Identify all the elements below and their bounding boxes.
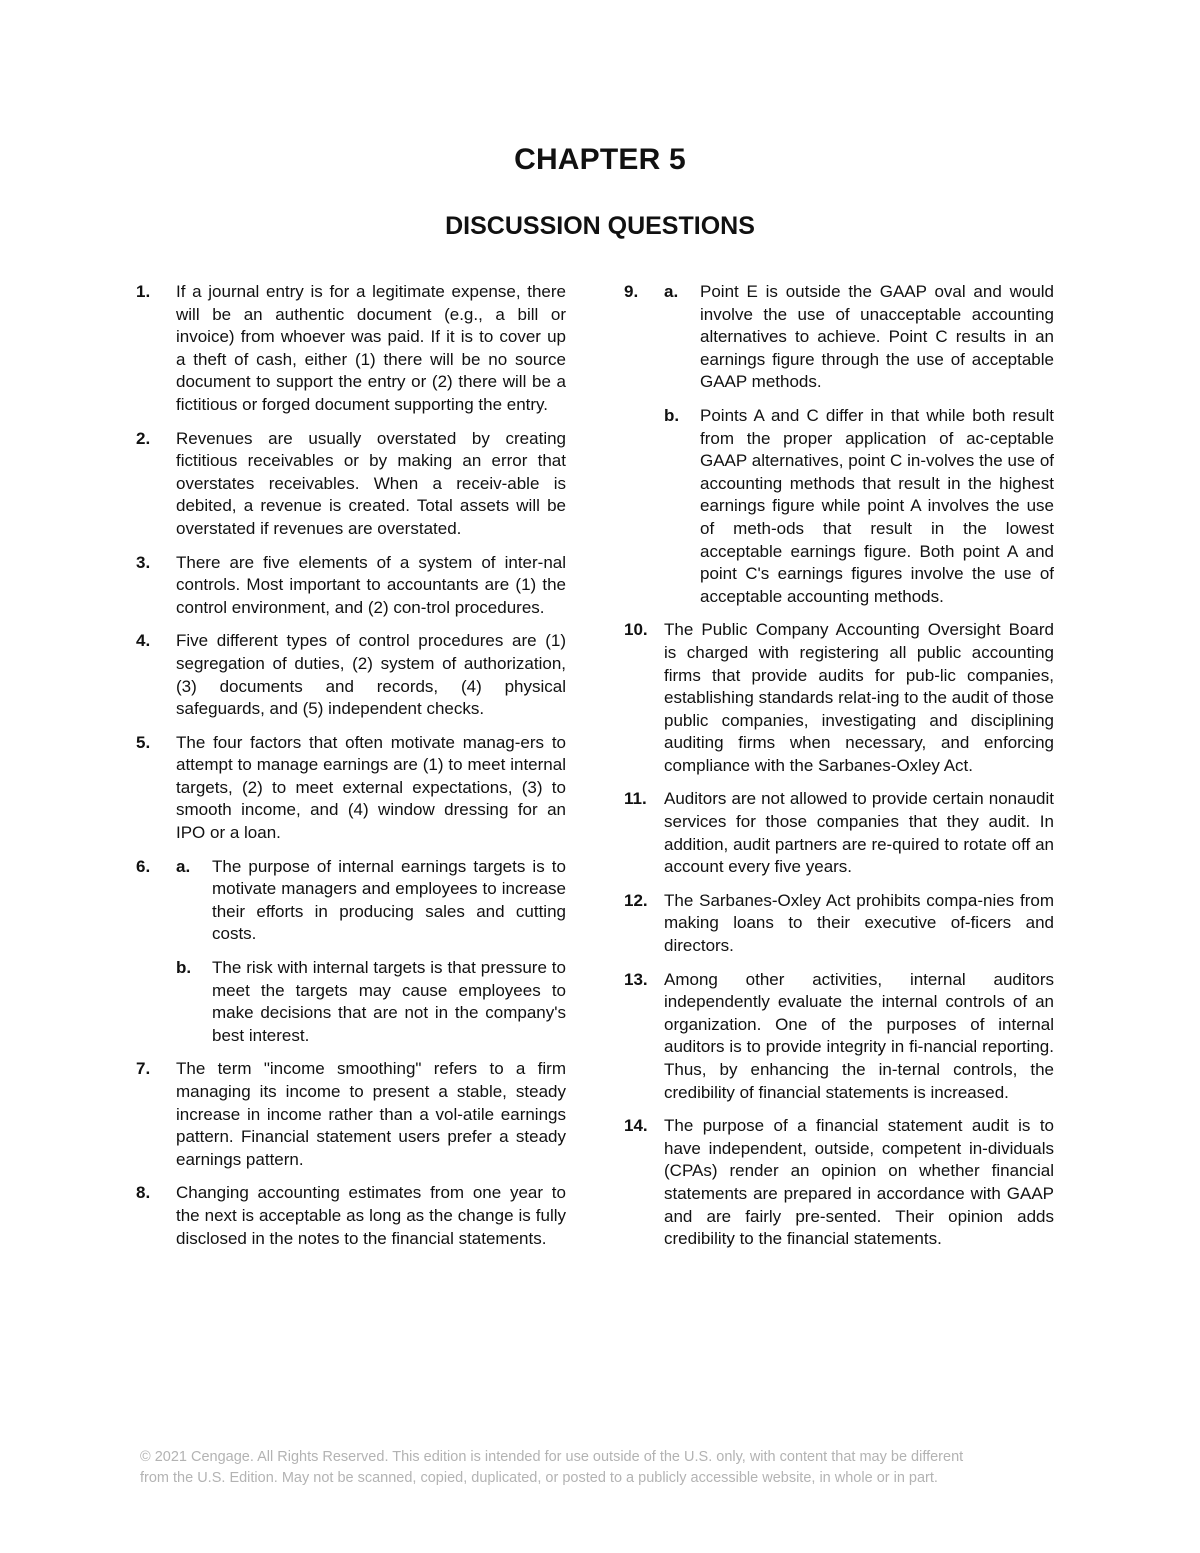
question-number: 3. — [136, 552, 151, 572]
question-12 — [624, 890, 1054, 958]
right-column — [624, 281, 1054, 1262]
sub-letter: b. — [664, 405, 680, 425]
question-answer: Changing accounting estimates from one year to the next is acceptable as long as the change is fully disclosed in the notes to the financial statements. — [176, 1183, 566, 1248]
question-1 — [136, 281, 566, 417]
question-answer: The purpose of a financial statement audit is to have independent, outside, competent in-dividuals (CPAs) render an opinion on whether financial statements are prepared in accordance with GAAP and are fairly pre-sented. Their opinion adds credibility to the financial statements. — [664, 1116, 1054, 1249]
sub-answer-b — [664, 405, 1054, 608]
question-number: 6. — [136, 856, 151, 876]
section-title: DISCUSSION QUESTIONS — [445, 212, 755, 240]
chapter-title: CHAPTER 5 — [514, 143, 686, 176]
question-8 — [136, 1182, 566, 1250]
question-4 — [136, 630, 566, 720]
question-answer: There are five elements of a system of inter-nal controls. Most important to accountants are (1) the control environment, and (2) con-trol procedures. — [176, 552, 566, 617]
question-answer: Auditors are not allowed to provide certain nonaudit services for those companies that they audit. In addition, audit partners are re-quired to rotate off an account every five years. — [664, 789, 1054, 877]
sub-letter: a. — [176, 856, 191, 876]
question-answer: The Public Company Accounting Oversight Board is charged with registering all public accounting firms that provide audits for pub-lic companies, establishing standards relat-ing to the audit of those public companies, investigating and disciplining auditing firms when necessary, and enforcing compliance with the Sarbanes-Oxley Act. — [664, 620, 1054, 775]
question-answer: Five different types of control procedures are (1) segregation of duties, (2) system of authorization, (3) documents and records, (4) physical safeguards, and (5) independent checks. — [176, 631, 566, 719]
question-answer: The Sarbanes-Oxley Act prohibits compa-nies from making loans to their executive of-ficers and directors. — [664, 890, 1054, 956]
question-answer: If a journal entry is for a legitimate expense, there will be an authentic document (e.g., a bill or invoice) from whoever was paid. If it is to cover up a theft of cash, either (1) there will be no source document to support the entry or (2) there will be a fictitious or forged document supporting the entry. — [176, 282, 566, 414]
question-number: 14. — [624, 1116, 648, 1136]
question-10 — [624, 619, 1054, 777]
question-answer: Among other activities, internal auditors independently evaluate the internal controls of an organization. One of the purposes of internal auditors is to provide integrity in fi-nancial reporting. Thus, by enhancing the in-ternal controls, the credibility of financial statements is increased. — [664, 969, 1054, 1102]
question-number: 10. — [624, 620, 648, 640]
sub-answer-a — [664, 281, 1054, 394]
sub-letter: b. — [176, 958, 192, 978]
question-6 — [136, 856, 566, 1048]
question-number: 12. — [624, 890, 648, 910]
question-number: 13. — [624, 969, 648, 989]
question-13 — [624, 969, 1054, 1105]
sub-answer-text: The risk with internal targets is that pressure to meet the targets may cause employees to make decisions that are not in the company's best interest. — [212, 958, 566, 1045]
sub-answer-a — [176, 856, 566, 946]
question-number: 7. — [136, 1059, 151, 1079]
sub-answer-text: Points A and C differ in that while both result from the proper application of ac-ceptable GAAP alternatives, point C in-volves the use of accounting methods that result in the highest earnings figure while point A involves the use of meth-ods that result in the lowest acceptable earnings figure. Both point A and point C's earnings figures involve the use of acceptable accounting methods. — [700, 405, 1054, 606]
question-number: 2. — [136, 428, 151, 448]
question-answer: The four factors that often motivate manag-ers to attempt to manage earnings are (1) to meet internal targets, (2) to meet external expectations, (3) to smooth income, and (4) window dressing for an IPO or a loan. — [176, 732, 566, 843]
question-2 — [136, 428, 566, 541]
sub-answer-text: Point E is outside the GAAP oval and would involve the use of unacceptable accounting alternatives to achieve. Point C results in an earnings figure through the use of acceptable GAAP methods. — [700, 282, 1054, 392]
question-7 — [136, 1058, 566, 1171]
question-number: 5. — [136, 732, 151, 752]
question-number: 4. — [136, 631, 151, 651]
question-9 — [624, 281, 1054, 608]
question-number: 8. — [136, 1183, 151, 1203]
question-answer: Revenues are usually overstated by creating fictitious receivables or by making an error that overstates receivables. When a receiv-able is debited, a revenue is created. Total assets will be overstated if revenues are overstated. — [176, 428, 566, 538]
sub-answer-b — [176, 957, 566, 1047]
sub-answer-text: The purpose of internal earnings targets is to motivate managers and employees to increase their efforts in producing sales and cutting costs. — [212, 856, 566, 944]
left-column — [136, 281, 566, 1261]
copyright-line-1: © 2021 Cengage. All Rights Reserved. This edition is intended for use outside of the U.S. only, with content that may be different — [140, 1449, 964, 1465]
question-number: 9. — [624, 282, 639, 301]
question-3 — [136, 552, 566, 620]
sub-letter: a. — [664, 282, 679, 301]
question-11 — [624, 788, 1054, 878]
question-answer: The term "income smoothing" refers to a firm managing its income to present a stable, steady increase in income rather than a vol-atile earnings pattern. Financial statement users prefer a steady earnings pattern. — [176, 1059, 566, 1169]
question-14 — [624, 1115, 1054, 1251]
question-number: 11. — [624, 789, 647, 809]
copyright-line-2: from the U.S. Edition. May not be scanned, copied, duplicated, or posted to a publicly accessible website, in whole or in part. — [140, 1470, 938, 1486]
question-number: 1. — [136, 282, 151, 301]
copyright-footer — [140, 1447, 1070, 1489]
question-5 — [136, 732, 566, 845]
